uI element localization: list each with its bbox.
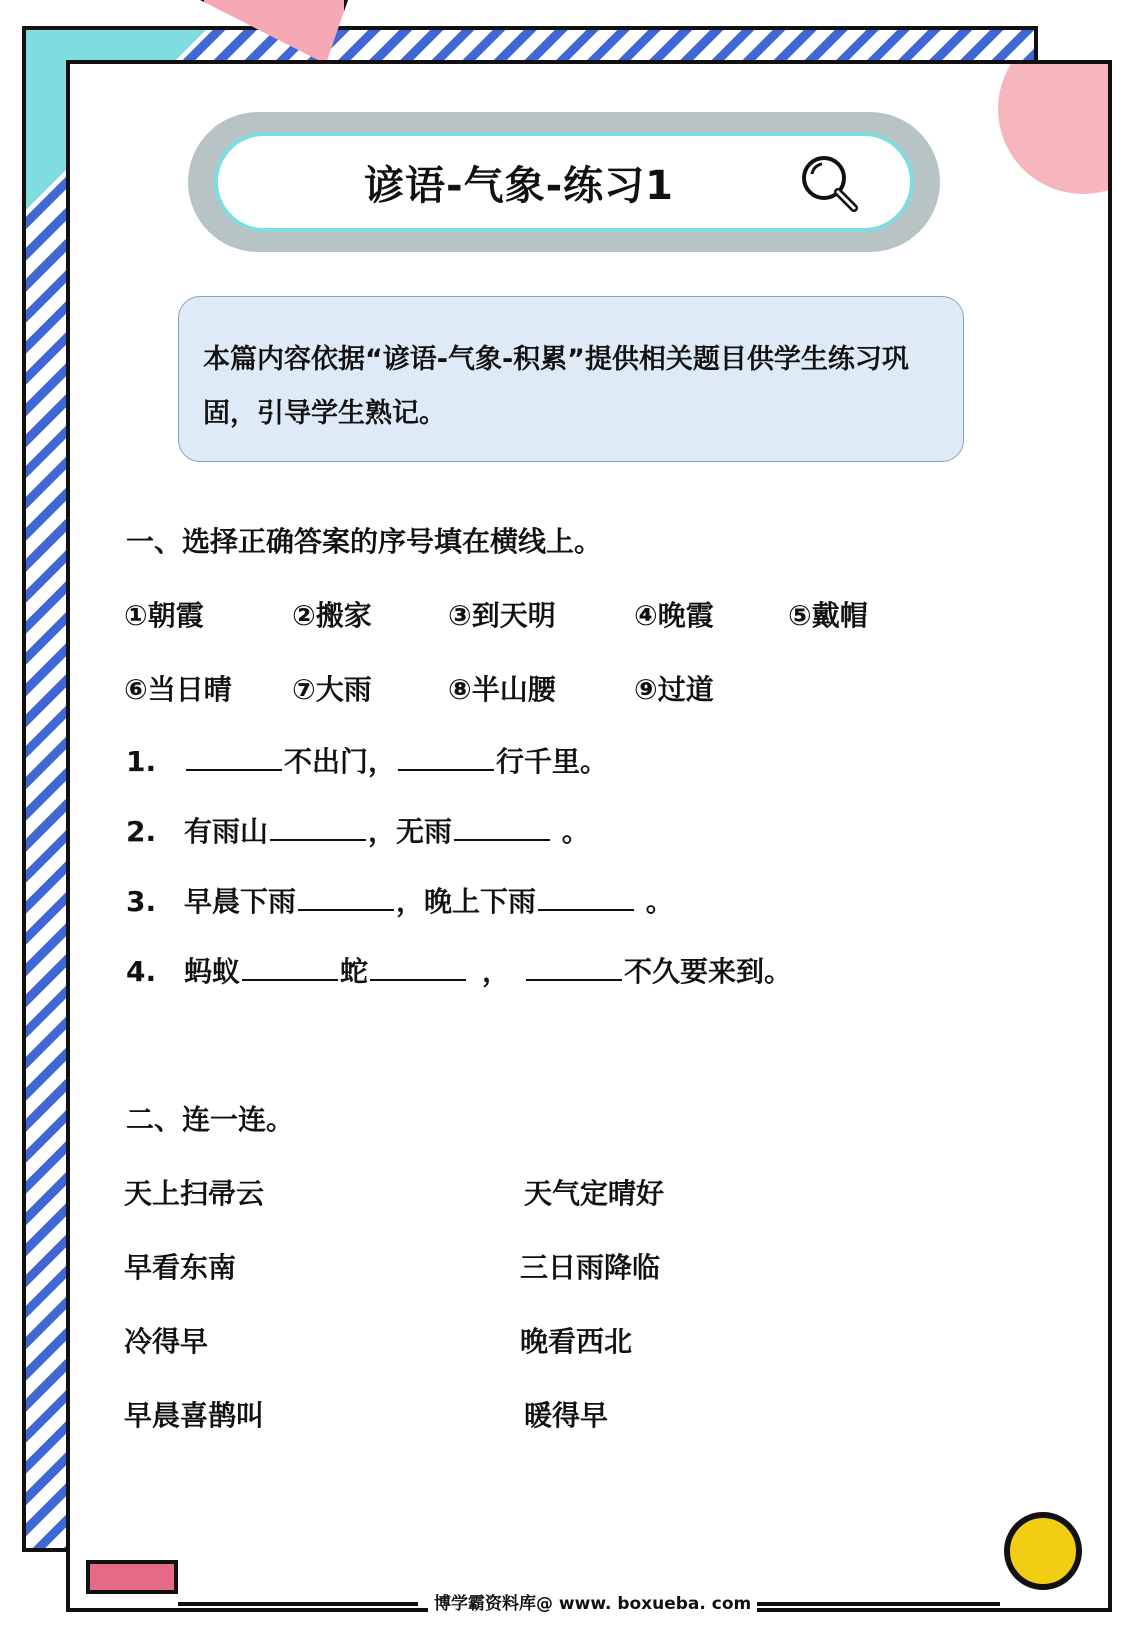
match-left-1[interactable]: 天上扫帚云 (124, 1177, 265, 1210)
question-1 (126, 740, 608, 780)
option-5: ⑤戴帽 (788, 599, 868, 632)
match-left-2[interactable]: 早看东南 (124, 1251, 237, 1284)
question-text: 。 (552, 815, 590, 848)
match-right-3[interactable]: 晚看西北 (520, 1325, 633, 1358)
option-9: ⑨过道 (634, 673, 714, 706)
pink-rect-decoration (86, 1560, 178, 1594)
intro-box (178, 296, 964, 462)
question-text: 不久要来到。 (624, 955, 793, 988)
question-text: 。 (636, 885, 674, 918)
question-3 (126, 880, 674, 920)
answer-blank[interactable] (398, 745, 494, 771)
match-left-3[interactable]: 冷得早 (124, 1325, 209, 1358)
yellow-dot-decoration (1004, 1512, 1082, 1590)
answer-blank[interactable] (298, 885, 394, 911)
footer-rule-left (178, 1602, 418, 1606)
question-2 (126, 810, 590, 850)
question-text: ，无雨 (368, 815, 453, 848)
question-number: 4. (126, 955, 157, 988)
question-text: 蛇 (340, 955, 369, 988)
question-number: 1. (126, 745, 157, 778)
search-icon (798, 152, 862, 216)
question-number: 2. (126, 815, 157, 848)
answer-blank[interactable] (538, 885, 634, 911)
option-6: ⑥当日晴 (124, 673, 232, 706)
question-4 (126, 950, 792, 990)
match-right-1[interactable]: 天气定晴好 (524, 1177, 665, 1210)
answer-blank[interactable] (270, 815, 366, 841)
footer-rule-right (730, 1602, 1000, 1606)
option-1: ①朝霞 (124, 599, 204, 632)
footer-watermark: 博学霸资料库@ www. boxueba. com (428, 1589, 757, 1614)
pink-circle-decoration (998, 60, 1112, 194)
option-2: ②搬家 (292, 599, 372, 632)
match-right-2[interactable]: 三日雨降临 (520, 1251, 661, 1284)
question-number: 3. (126, 885, 157, 918)
option-4: ④晚霞 (634, 599, 714, 632)
option-7: ⑦大雨 (292, 673, 372, 706)
question-text: 行千里。 (496, 745, 609, 778)
page-title: 谚语-气象-练习1 (363, 162, 675, 209)
match-right-4[interactable]: 暖得早 (524, 1399, 609, 1432)
answer-blank[interactable] (370, 955, 466, 981)
option-8: ⑧半山腰 (448, 673, 556, 706)
intro-text: 本篇内容依据“谚语-气象-积累”提供相关题目供学生练习巩固，引导学生熟记。 (203, 344, 909, 429)
question-text: 不出门， (284, 745, 397, 778)
answer-blank[interactable] (526, 955, 622, 981)
title-pill (214, 132, 914, 232)
question-text: ， (482, 955, 511, 988)
question-text: ，晚上下雨 (396, 885, 537, 918)
option-3: ③到天明 (448, 599, 556, 632)
answer-blank[interactable] (454, 815, 550, 841)
section2-heading: 二、连一连。 (126, 1103, 295, 1136)
question-text: 早晨下雨 (184, 885, 297, 918)
question-text: 蚂蚁 (184, 955, 241, 988)
question-text: 有雨山 (184, 815, 269, 848)
section1-heading: 一、选择正确答案的序号填在横线上。 (126, 525, 603, 558)
answer-blank[interactable] (186, 745, 282, 771)
match-left-4[interactable]: 早晨喜鹊叫 (124, 1399, 265, 1432)
answer-blank[interactable] (242, 955, 338, 981)
